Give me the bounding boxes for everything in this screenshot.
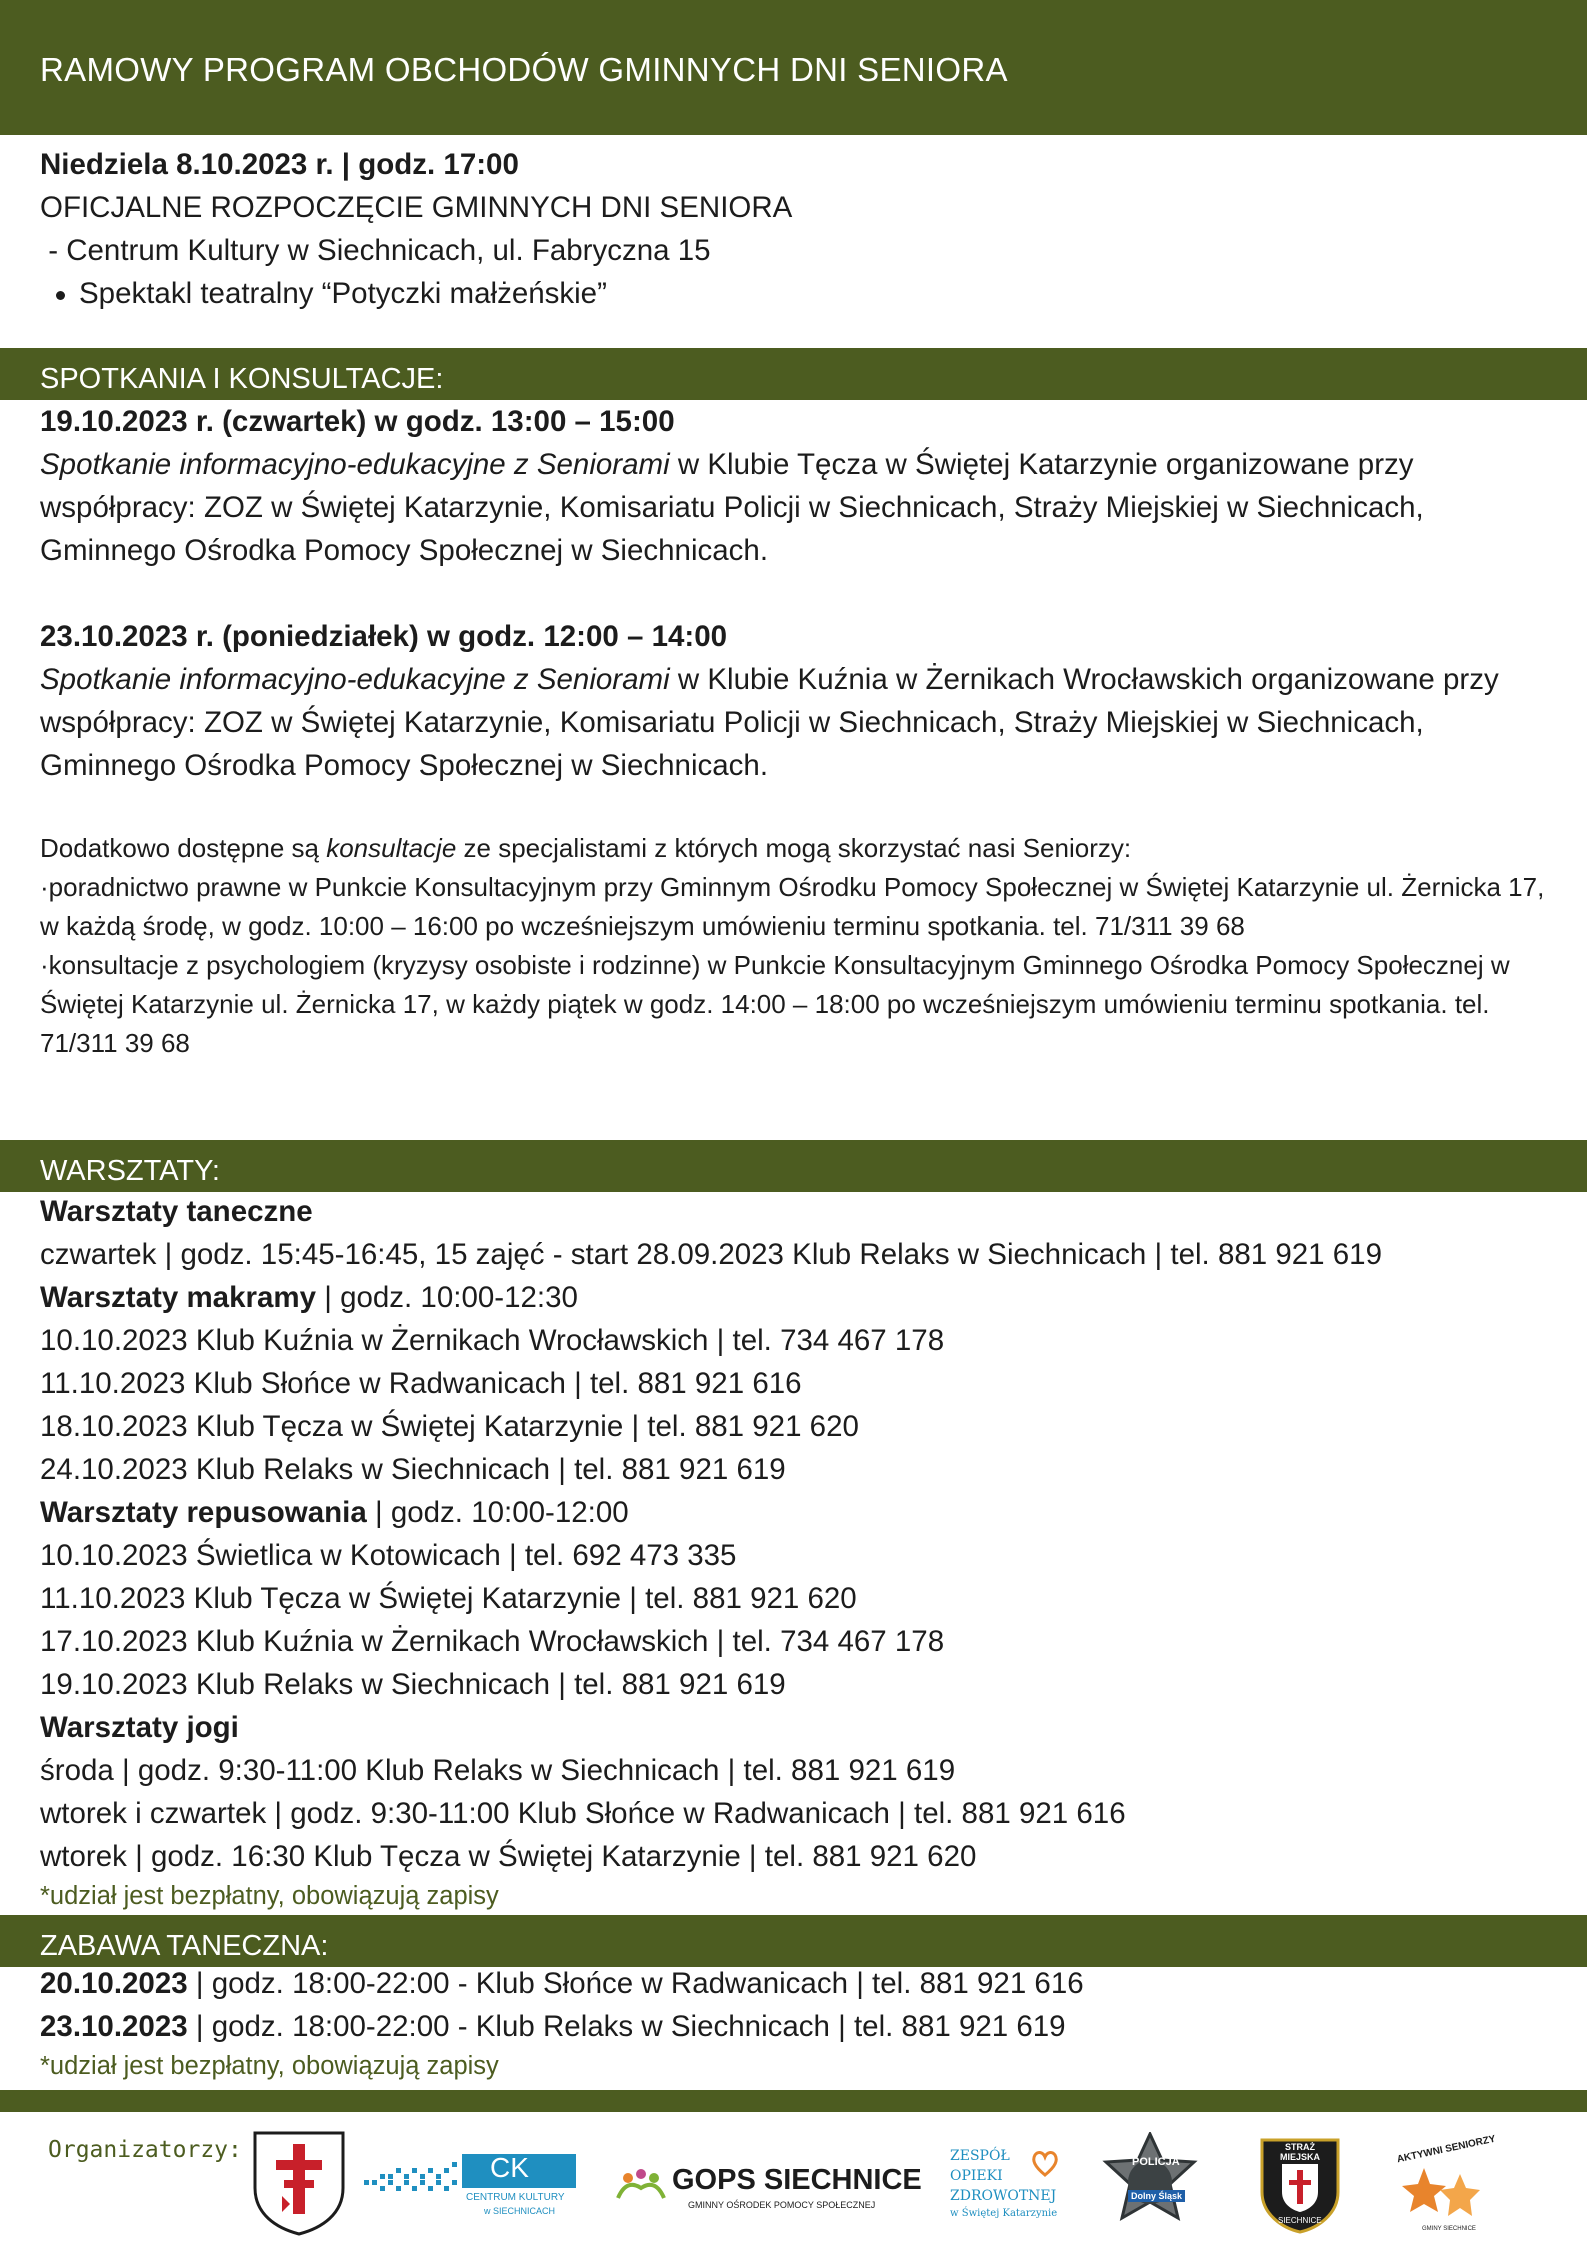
macrame-time: | godz. 10:00-12:30 [316, 1281, 578, 1314]
list-item: 11.10.2023 Klub Słońce w Radwanicach | tel. 881 921 616 [40, 1367, 802, 1400]
police-top: POLICJA [1132, 2156, 1180, 2168]
footer-divider [0, 2090, 1587, 2112]
guard-mid: MIEJSKA [1280, 2152, 1321, 2162]
repousse-header [40, 1491, 1560, 1534]
meeting-1 [40, 400, 1560, 572]
meeting-2-text [40, 658, 1560, 787]
dance-party-1-date: 20.10.2023 [40, 1967, 188, 2000]
repousse-time: | godz. 10:00-12:00 [366, 1496, 629, 1529]
police-bottom: Dolny Śląsk [1128, 2190, 1185, 2202]
consult-item-legal: ·poradnictwo prawne w Punkcie Konsultacyjnym przy Gminnym Ośrodku Pomocy Społecznej w Świętej Katarzynie ul. Żernicka 17, w każdą środę, w godz. 10:00 – 16:00 po wcześniejszym umówieniu terminu spotkania. tel. 71/311 39 68 [40, 872, 1545, 941]
opening-title: OFICJALNE ROZPOCZĘCIE GMINNYCH DNI SENIORA [40, 191, 793, 224]
list-item: 17.10.2023 Klub Kuźnia w Żernikach Wrocławskich | tel. 734 467 178 [40, 1625, 945, 1658]
list-item: wtorek | godz. 16:30 Klub Tęcza w Świętej Katarzynie | tel. 881 921 620 [40, 1840, 977, 1873]
dance-party-heading: ZABAWA TANECZNA: [0, 1915, 1587, 1967]
dance-workshop-name: Warsztaty taneczne [40, 1195, 313, 1228]
ck-sub1: CENTRUM KULTURY [466, 2192, 565, 2203]
list-item: 11.10.2023 Klub Tęcza w Świętej Katarzynie | tel. 881 921 620 [40, 1582, 857, 1615]
police-star-icon [1100, 2132, 1200, 2236]
consult-intro-a: Dodatkowo dostępne są [40, 833, 327, 863]
dance-party-1 [40, 1962, 1560, 2005]
zoz-l1: ZESPÓŁ [950, 2148, 1010, 2164]
list-item: 10.10.2023 Świetlica w Kotowicach | tel. 692 473 335 [40, 1539, 737, 1572]
opening-section [40, 143, 1560, 315]
dance-party-1-rest: | godz. 18:00-22:00 - Klub Słońce w Radwanicach | tel. 881 921 616 [187, 1967, 1084, 2000]
consult-intro-b: konsultacje [326, 833, 457, 863]
heart-icon [1030, 2148, 1060, 2178]
dance-party-list [40, 1962, 1560, 2084]
opening-bullet-text: Spektakl teatralny “Potyczki małżeńskie” [79, 277, 607, 310]
workshops-list [40, 1190, 1560, 1914]
opening-date: Niedziela 8.10.2023 r. | godz. 17:00 [40, 148, 519, 181]
opening-bullet [40, 272, 1560, 315]
consult-intro [40, 829, 1560, 868]
gops-name: GOPS SIECHNICE [672, 2164, 922, 2196]
zoz-l4: w Świętej Katarzynie [950, 2208, 1058, 2219]
workshops-note: *udział jest bezpłatny, obowiązują zapisy [40, 1882, 499, 1910]
police-logo [1100, 2132, 1200, 2236]
coat-of-arms-logo [252, 2130, 346, 2241]
seniors-top: AKTYWNI SENIORZY [1395, 2133, 1497, 2166]
ck-sub2: w SIECHNICACH [484, 2206, 556, 2216]
zoz-logo [946, 2146, 1076, 2230]
list-item: wtorek i czwartek | godz. 9:30-11:00 Klub Słońce w Radwanicach | tel. 881 921 616 [40, 1797, 1126, 1830]
bullet-icon [56, 291, 65, 300]
guard-top: STRAŻ [1285, 2142, 1315, 2152]
meeting-2-date: 23.10.2023 r. (poniedziałek) w godz. 12:00 – 14:00 [40, 620, 728, 653]
dance-workshop-line: czwartek | godz. 15:45-16:45, 15 zajęć - start 28.09.2023 Klub Relaks w Siechnicach | tel. 881 921 619 [40, 1238, 1382, 1271]
list-item: 10.10.2023 Klub Kuźnia w Żernikach Wrocławskich | tel. 734 467 178 [40, 1324, 945, 1357]
list-item: 24.10.2023 Klub Relaks w Siechnicach | tel. 881 921 619 [40, 1453, 786, 1486]
meeting-1-text [40, 443, 1560, 572]
gops-sub: GMINNY OŚRODEK POMOCY SPOŁECZNEJ [688, 2200, 876, 2210]
meeting-2-lead: Spotkanie informacyjno-edukacyjne z Seniorami [40, 663, 670, 696]
meeting-1-date: 19.10.2023 r. (czwartek) w godz. 13:00 – 15:00 [40, 405, 675, 438]
dance-party-2 [40, 2005, 1560, 2048]
list-item: środa | godz. 9:30-11:00 Klub Relaks w Siechnicach | tel. 881 921 619 [40, 1754, 956, 1787]
meeting-1-body: w Klubie Tęcza w Świętej Katarzynie organizowane przy współpracy: ZOZ w Świętej Katarzynie, Komisariatu Policji w Siechnicach, Straży Miejskiej w Siechnicach, Gminnego Ośrodka Pomocy Społecznej w Siechnicach. [40, 448, 1424, 567]
shield-icon [252, 2130, 346, 2236]
organizers-label: Organizatorzy: [48, 2137, 242, 2163]
consultations [40, 829, 1560, 1063]
list-item: 19.10.2023 Klub Relaks w Siechnicach | tel. 881 921 619 [40, 1668, 786, 1701]
zoz-l2: OPIEKI [950, 2168, 1003, 2184]
consult-item-psych: ·konsultacje z psychologiem (kryzysy osobiste i rodzinne) w Punkcie Konsultacyjnym Gminnego Ośrodka Pomocy Społecznej w Świętej Katarzynie ul. Żernicka 17, w każdy piątek w godz. 14:00 – 18:00 po wcześniejszym umówieniu terminu spotkania. tel. 71/311 39 68 [40, 950, 1510, 1058]
gops-logo [614, 2158, 922, 2220]
municipal-guard-logo [1258, 2134, 1342, 2234]
dance-party-2-date: 23.10.2023 [40, 2010, 188, 2043]
people-icon [614, 2166, 668, 2206]
meetings-heading: SPOTKANIA I KONSULTACJE: [0, 348, 1587, 400]
page-title: RAMOWY PROGRAM OBCHODÓW GMINNYCH DNI SENIORA [0, 0, 1587, 135]
meeting-2-body: w Klubie Kuźnia w Żernikach Wrocławskich organizowane przy współpracy: ZOZ w Świętej Katarzynie, Komisariatu Policji w Siechnicach, Straży Miejskiej w Siechnicach, Gminnego Ośrodka Pomocy Społecznej w Siechnicach. [40, 663, 1499, 782]
dance-party-note: *udział jest bezpłatny, obowiązują zapisy [40, 2052, 499, 2080]
dance-party-2-rest: | godz. 18:00-22:00 - Klub Relaks w Siechnicach | tel. 881 921 619 [187, 2010, 1066, 2043]
meeting-2 [40, 615, 1560, 787]
workshops-heading: WARSZTATY: [0, 1140, 1587, 1192]
zoz-l3: ZDROWOTNEJ [950, 2188, 1057, 2204]
guard-bottom: SIECHNICE [1278, 2216, 1322, 2225]
yoga-name: Warsztaty jogi [40, 1711, 239, 1744]
stars-icon [1402, 2164, 1492, 2224]
ck-logo [362, 2150, 580, 2222]
macrame-name: Warsztaty makramy [40, 1281, 317, 1314]
seniors-bottom: GMINY SIECHNICE [1422, 2226, 1476, 2232]
opening-location: - Centrum Kultury w Siechnicach, ul. Fabryczna 15 [40, 234, 711, 267]
repousse-name: Warsztaty repusowania [40, 1496, 367, 1529]
ck-big: CK [490, 2152, 529, 2183]
macrame-header [40, 1276, 1560, 1319]
active-seniors-logo [1388, 2133, 1508, 2236]
meeting-1-lead: Spotkanie informacyjno-edukacyjne z Seniorami [40, 448, 670, 481]
consult-intro-c: ze specjalistami z których mogą skorzystać nasi Seniorzy: [456, 833, 1132, 863]
list-item: 18.10.2023 Klub Tęcza w Świętej Katarzynie | tel. 881 921 620 [40, 1410, 859, 1443]
